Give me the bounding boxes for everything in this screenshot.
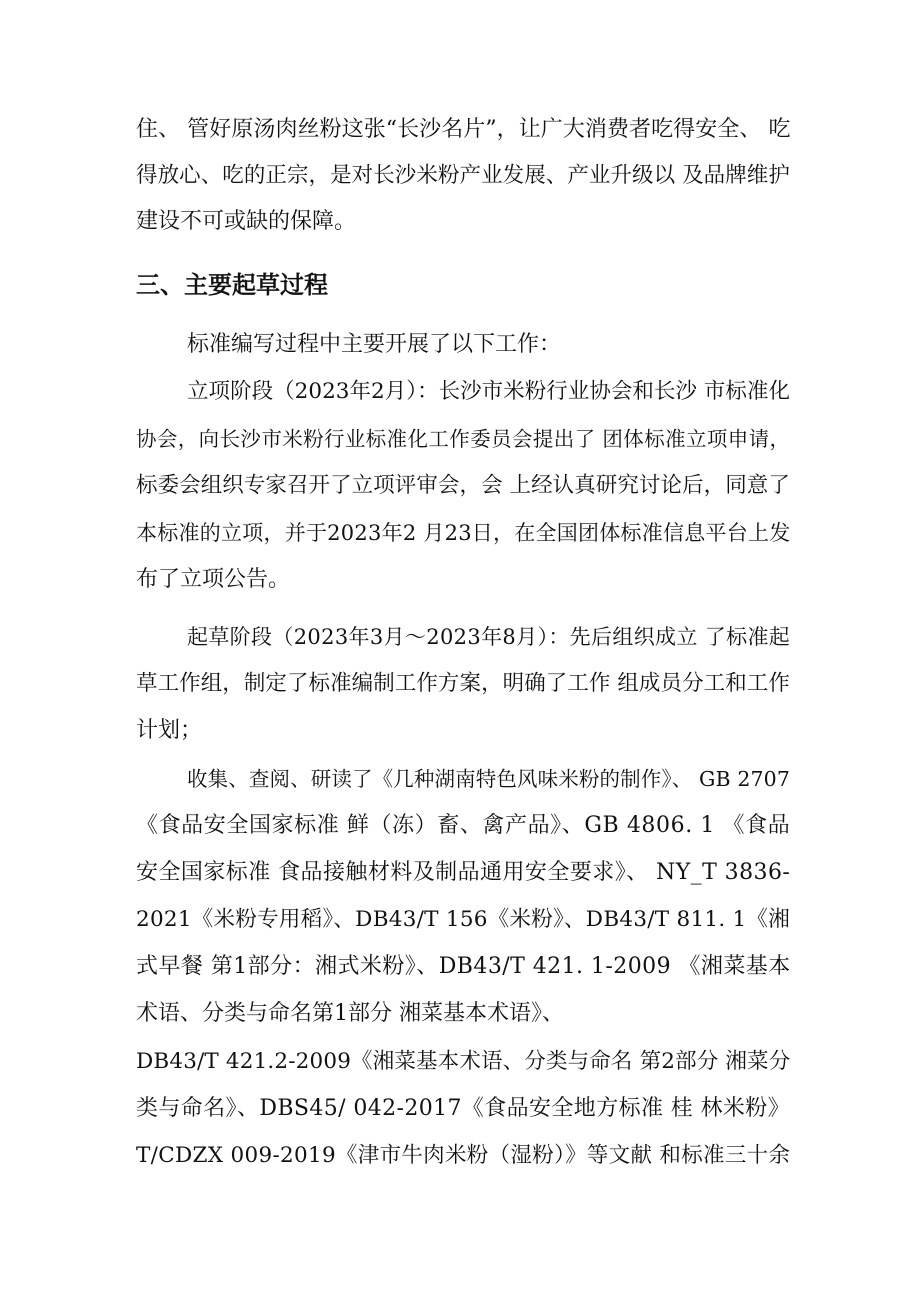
- body-line-12: 计划；: [136, 718, 203, 743]
- body-line-2: 得放心、吃的正宗，是对长沙米粉产业发展、产业升级以 及品牌维护: [136, 163, 790, 188]
- body-line-16: 2021《米粉专用稻》、DB43/T 156《米粉》、DB43/T 811. 1《湘: [136, 907, 791, 932]
- body-line-17: 式早餐 第1部分：湘式米粉》、DB43/T 421. 1-2009 《湘菜基本: [136, 954, 791, 979]
- body-line-4: 标准编写过程中主要开展了以下工作：: [187, 332, 562, 357]
- body-line-10: 起草阶段（2023年3月～2023年8月）：先后组织成立 了标准起: [187, 625, 791, 649]
- body-line-18: 术语、分类与命名第1部分 湘菜基本术语》、: [136, 1001, 564, 1026]
- body-line-5: 立项阶段（2023年2月）：长沙市米粉行业协会和长沙 市标准化: [187, 379, 791, 404]
- body-line-3: 建设不可或缺的保障。: [136, 209, 357, 234]
- body-line-19: DB43/T 421.2-2009《湘菜基本术语、分类与命名 第2部分 湘菜分: [136, 1049, 791, 1074]
- body-line-1: 住、 管好原汤肉丝粉这张“长沙名片”，让广大消费者吃得安全、 吃: [136, 117, 791, 142]
- body-line-9: 布了立项公告。: [136, 567, 291, 592]
- body-line-7: 标委会组织专家召开了立项评审会，会 上经认真研究讨论后，同意了: [136, 473, 790, 498]
- body-line-6: 协会，向长沙市米粉行业标准化工作委员会提出了 团体标准立项申请，: [136, 427, 791, 451]
- body-line-14: 《食品安全国家标准 鲜（冻）畜、禽产品》、GB 4806. 1 《食品: [136, 813, 791, 838]
- section-heading: 三、主要起草过程: [136, 271, 328, 299]
- body-line-15: 安全国家标准 食品接触材料及制品通用安全要求》、 NY_T 3836-: [136, 860, 791, 885]
- body-line-13: 收集、查阅、研读了《几种湖南特色风味米粉的制作》、 GB 2707: [187, 767, 791, 791]
- body-line-8: 本标准的立项，并于2023年2 月23日，在全国团体标准信息平台上发: [136, 521, 791, 545]
- body-line-20: 类与命名》、DBS45/ 042-2017《食品安全地方标准 桂 林米粉》: [136, 1096, 791, 1121]
- body-line-21: T/CDZX 009-2019《津市牛肉米粉（湿粉）》等文献 和标准三十余: [136, 1143, 791, 1168]
- body-line-11: 草工作组，制定了标准编制工作方案，明确了工作 组成员分工和工作: [136, 671, 790, 696]
